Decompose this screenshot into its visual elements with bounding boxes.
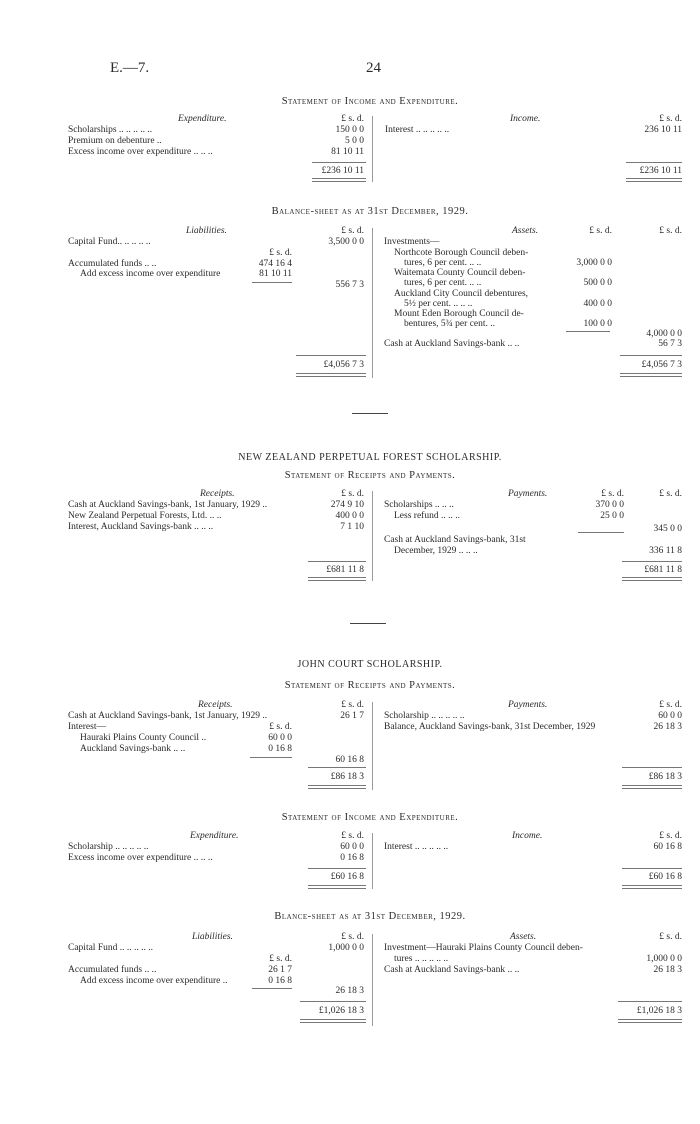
subtotal-rule (252, 282, 292, 283)
expenditure-row-label: Excess income over expenditure .. .. .. (68, 147, 213, 157)
liabilities-heading: Liabilities. (186, 226, 227, 236)
assets-total: £4,056 7 3 (641, 360, 682, 370)
column-divider (372, 702, 373, 790)
cash-label-continued: December, 1929 .. .. .. (394, 546, 478, 556)
total-rule (296, 355, 366, 356)
subtotal-rule (252, 988, 292, 989)
subtotal-rule (566, 331, 610, 332)
interest-savings-amount: 0 16 8 (268, 744, 292, 754)
investment-line: Waitemata County Council deben- (394, 268, 526, 278)
currency-unit: £ s. d. (659, 932, 682, 942)
section-title: Blance-sheet as at 31st December, 1929. (274, 911, 466, 922)
column-divider (372, 833, 373, 889)
expenditure-row-amount: 150 0 0 (335, 125, 364, 135)
receipts-total: £86 18 3 (330, 772, 364, 782)
currency-unit: £ s. d. (341, 932, 364, 942)
report-reference: E.—7. (110, 60, 150, 76)
column-divider (372, 934, 373, 1026)
interest-hauraki-label: Hauraki Plains County Council .. (80, 733, 207, 743)
currency-unit: £ s. d. (341, 700, 364, 710)
income-row-amount: 60 16 8 (653, 842, 682, 852)
double-rule (308, 577, 366, 581)
receipts-heading: Receipts. (200, 489, 235, 499)
capital-fund-amount: 3,500 0 0 (328, 237, 364, 247)
payments-heading: Payments. (508, 700, 548, 710)
income-heading: Income. (512, 831, 543, 841)
net-funds-amount: 556 7 3 (335, 280, 364, 290)
scholarships-label: Scholarships .. .. .. (384, 500, 454, 510)
cash-label: Cash at Auckland Savings-bank .. .. (384, 965, 520, 975)
total-rule (622, 767, 682, 768)
refund-label: Less refund .. .. .. (394, 511, 460, 521)
cash-label: Cash at Auckland Savings-bank .. .. (384, 339, 520, 349)
income-row-label: Interest .. .. .. .. .. (384, 842, 449, 852)
section-separator (350, 623, 386, 624)
scholarships-amount: 370 0 0 (595, 500, 624, 510)
capital-fund-label: Capital Fund .. .. .. .. .. (68, 943, 153, 953)
receipts-total: £681 11 8 (326, 565, 364, 575)
payment-row-label: Balance, Auckland Savings-bank, 31st December, 1929 (384, 722, 596, 732)
cash-amount: 26 1 7 (340, 711, 364, 721)
currency-unit: £ s. d. (659, 700, 682, 710)
double-rule (308, 785, 366, 789)
payment-row-amount: 26 18 3 (653, 722, 682, 732)
expenditure-row-label: Scholarships .. .. .. .. .. (68, 125, 153, 135)
column-divider (372, 116, 373, 182)
expenditure-heading: Expenditure. (178, 114, 227, 124)
double-rule (622, 885, 682, 889)
currency-unit: £ s. d. (589, 226, 612, 236)
double-rule (622, 577, 682, 581)
accumulated-funds-label: Accumulated funds .. .. (68, 965, 157, 975)
receipts-heading: Receipts. (198, 700, 233, 710)
payment-row-amount: 60 0 0 (658, 711, 682, 721)
total-rule (622, 868, 682, 869)
payments-total: £681 11 8 (644, 565, 682, 575)
page-number: 24 (366, 60, 381, 76)
receipt-row-label: Interest, Auckland Savings-bank .. .. .. (68, 522, 214, 532)
total-rule (308, 561, 366, 562)
assets-heading: Assets. (510, 932, 537, 942)
section-title: Statement of Income and Expenditure. (281, 812, 459, 823)
investment-amount: 400 0 0 (583, 299, 612, 309)
expenditure-row-amount: 60 0 0 (340, 842, 364, 852)
interest-label: Interest— (68, 722, 106, 732)
total-rule (626, 162, 682, 163)
interest-savings-label: Auckland Savings-bank .. .. (80, 744, 186, 754)
income-total: £236 10 11 (639, 166, 682, 176)
payment-row-label: Scholarship .. .. .. .. .. (384, 711, 465, 721)
column-divider (372, 228, 373, 378)
payments-total: £86 18 3 (648, 772, 682, 782)
double-rule (626, 178, 682, 182)
subtotal-rule (250, 757, 292, 758)
currency-unit: £ s. d. (659, 831, 682, 841)
investments-label: Investments— (384, 237, 440, 247)
accumulated-funds-amount: 474 16 4 (258, 259, 292, 269)
assets-total: £1,026 18 3 (636, 1006, 682, 1016)
investment-amount: 500 0 0 (583, 278, 612, 288)
income-heading: Income. (510, 114, 541, 124)
double-rule (618, 1019, 682, 1023)
currency-unit: £ s. d. (341, 831, 364, 841)
expenditure-total: £60 16 8 (330, 872, 364, 882)
expenditure-row-label: Excess income over expenditure .. .. .. (68, 853, 213, 863)
column-divider (372, 491, 373, 581)
section-title: Balance-sheet as at 31st December, 1929. (271, 206, 469, 217)
currency-unit: £ s. d. (269, 722, 292, 732)
investment-line: Northcote Borough Council deben- (394, 248, 529, 258)
section-title: Statement of Income and Expenditure. (281, 96, 459, 107)
double-rule (312, 178, 366, 182)
capital-fund-label: Capital Fund.. .. .. .. .. (68, 237, 151, 247)
currency-unit: £ s. d. (601, 489, 624, 499)
currency-unit: £ s. d. (269, 248, 292, 258)
income-row-amount: 236 10 11 (644, 125, 682, 135)
currency-unit: £ s. d. (341, 226, 364, 236)
investments-total: 4,000 0 0 (646, 329, 682, 339)
section-title: Statement of Receipts and Payments. (284, 680, 456, 691)
cash-label: Cash at Auckland Savings-bank, 1st January, 1929 .. (68, 711, 268, 721)
add-excess-amount: 0 16 8 (268, 976, 292, 986)
total-rule (308, 767, 366, 768)
cash-amount: 56 7 3 (658, 339, 682, 349)
total-rule (312, 162, 366, 163)
currency-unit: £ s. d. (269, 954, 292, 964)
expenditure-row-amount: 0 16 8 (340, 853, 364, 863)
receipt-row-amount: 400 0 0 (335, 511, 364, 521)
add-excess-amount: 81 10 11 (259, 269, 292, 279)
total-rule (618, 1001, 682, 1002)
investment-line: Auckland City Council debentures, (394, 289, 529, 299)
double-rule (620, 373, 682, 377)
currency-unit: £ s. d. (659, 489, 682, 499)
cash-amount: 26 18 3 (653, 965, 682, 975)
investment-amount: 1,000 0 0 (646, 954, 682, 964)
investment-label-continued: tures .. .. .. .. .. (394, 954, 449, 964)
total-rule (620, 355, 682, 356)
accumulated-funds-label: Accumulated funds .. .. (68, 259, 157, 269)
assets-heading: Assets. (512, 226, 539, 236)
receipt-row-amount: 274 9 10 (330, 500, 364, 510)
receipt-row-label: Cash at Auckland Savings-bank, 1st January, 1929 .. (68, 500, 268, 510)
expenditure-total: £236 10 11 (321, 166, 364, 176)
total-rule (300, 1001, 366, 1002)
income-total: £60 16 8 (648, 872, 682, 882)
receipt-row-label: New Zealand Perpetual Forests, Ltd. .. .. (68, 511, 222, 521)
total-rule (622, 561, 682, 562)
currency-unit: £ s. d. (341, 489, 364, 499)
investment-amount: 3,000 0 0 (576, 258, 612, 268)
investment-line: 5½ per cent. .. .. .. (404, 299, 473, 309)
double-rule (308, 885, 366, 889)
currency-unit: £ s. d. (659, 226, 682, 236)
investment-amount: 100 0 0 (583, 319, 612, 329)
total-rule (308, 868, 366, 869)
income-row-label: Interest .. .. .. .. .. (385, 125, 450, 135)
section-title: Statement of Receipts and Payments. (284, 470, 456, 481)
liabilities-total: £1,026 18 3 (318, 1006, 364, 1016)
double-rule (296, 373, 366, 377)
liabilities-heading: Liabilities. (192, 932, 233, 942)
scholarship-heading: JOHN COURT SCHOLARSHIP. (297, 659, 443, 670)
cash-amount: 336 11 8 (649, 546, 682, 556)
investment-line: tures, 6 per cent. .. .. (404, 258, 482, 268)
interest-total: 60 16 8 (335, 755, 364, 765)
interest-hauraki-amount: 60 0 0 (268, 733, 292, 743)
payments-heading: Payments. (508, 489, 548, 499)
investment-label: Investment—Hauraki Plains County Council deben- (384, 943, 583, 953)
expenditure-row-label: Premium on debenture .. (68, 136, 162, 146)
section-separator (352, 413, 388, 414)
add-excess-label: Add excess income over expenditure .. (80, 976, 228, 986)
scholarship-heading: NEW ZEALAND PERPETUAL FOREST SCHOLARSHIP. (238, 452, 502, 463)
investment-line: Mount Eden Borough Council de- (394, 309, 524, 319)
expenditure-heading: Expenditure. (190, 831, 239, 841)
receipt-row-amount: 7 1 10 (340, 522, 364, 532)
investment-line: tures, 6 per cent. .. .. (404, 278, 482, 288)
net-scholarships-amount: 345 0 0 (653, 524, 682, 534)
investment-line: bentures, 5¾ per cent. .. (404, 319, 496, 329)
currency-unit: £ s. d. (659, 114, 682, 124)
currency-unit: £ s. d. (341, 114, 364, 124)
expenditure-row-label: Scholarship .. .. .. .. .. (68, 842, 149, 852)
capital-fund-amount: 1,000 0 0 (328, 943, 364, 953)
expenditure-row-amount: 81 10 11 (331, 147, 364, 157)
double-rule (300, 1019, 366, 1023)
accumulated-funds-amount: 26 1 7 (268, 965, 292, 975)
expenditure-row-amount: 5 0 0 (345, 136, 364, 146)
add-excess-label: Add excess income over expenditure (80, 269, 221, 279)
liabilities-total: £4,056 7 3 (323, 360, 364, 370)
double-rule (622, 785, 682, 789)
refund-amount: 25 0 0 (600, 511, 624, 521)
cash-label: Cash at Auckland Savings-bank, 31st (384, 535, 526, 545)
net-funds-amount: 26 18 3 (335, 986, 364, 996)
